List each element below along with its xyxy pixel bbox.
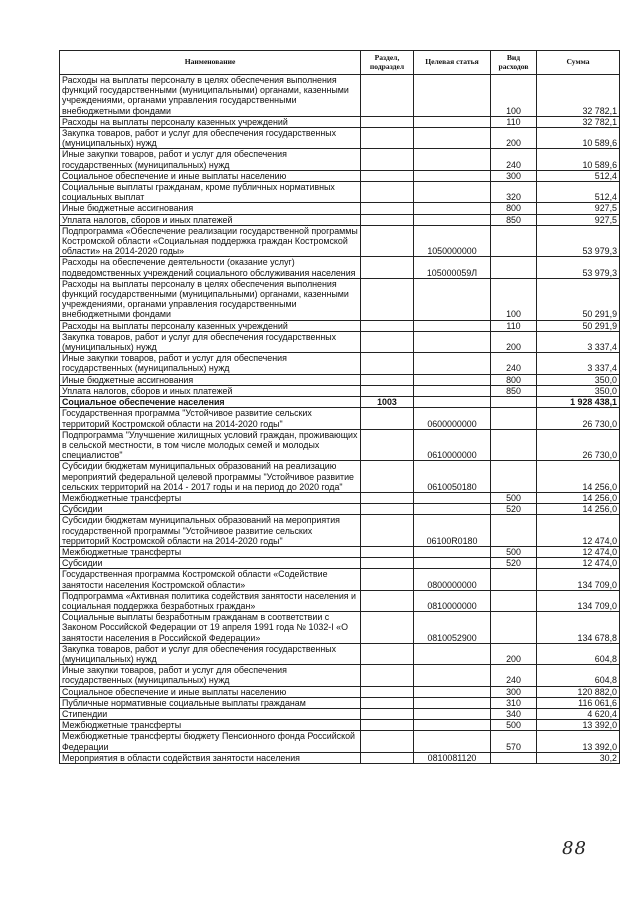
row-exp-type bbox=[491, 515, 537, 547]
row-section bbox=[361, 569, 414, 590]
row-name: Публичные нормативные социальные выплаты гражданам bbox=[60, 697, 361, 708]
header-section: Раздел, подраздел bbox=[361, 51, 414, 75]
row-name: Расходы на выплаты персоналу казенных учреждений bbox=[60, 116, 361, 127]
budget-document bbox=[59, 50, 619, 764]
row-exp-type: 500 bbox=[491, 492, 537, 503]
row-target: 0600000000 bbox=[414, 408, 491, 429]
row-name: Подпрограмма "Улучшение жилищных условий граждан, проживающих в сельской местности, в том числе молодых семей и молодых специалистов" bbox=[60, 429, 361, 461]
row-name: Расходы на обеспечение деятельности (оказание услуг) подведомственных учреждений социального обслуживания населения bbox=[60, 257, 361, 278]
row-exp-type: 200 bbox=[491, 643, 537, 664]
row-target: 0810000000 bbox=[414, 590, 491, 611]
row-section bbox=[361, 731, 414, 752]
table-row bbox=[60, 408, 620, 429]
table-row bbox=[60, 429, 620, 461]
row-target bbox=[414, 665, 491, 686]
row-section bbox=[361, 515, 414, 547]
row-section bbox=[361, 708, 414, 719]
table-row bbox=[60, 558, 620, 569]
row-amount: 13 392,0 bbox=[537, 720, 620, 731]
row-section bbox=[361, 385, 414, 396]
row-exp-type: 240 bbox=[491, 149, 537, 170]
row-section bbox=[361, 257, 414, 278]
table-row bbox=[60, 170, 620, 181]
row-exp-type: 100 bbox=[491, 75, 537, 117]
row-name: Закупка товаров, работ и услуг для обеспечения государственных (муниципальных) нужд bbox=[60, 331, 361, 352]
row-name: Межбюджетные трансферты bbox=[60, 720, 361, 731]
row-exp-type: 110 bbox=[491, 320, 537, 331]
row-target: 105000059Л bbox=[414, 257, 491, 278]
row-amount: 14 256,0 bbox=[537, 504, 620, 515]
row-amount: 604,8 bbox=[537, 665, 620, 686]
row-section bbox=[361, 612, 414, 644]
row-target bbox=[414, 278, 491, 320]
row-amount: 134 709,0 bbox=[537, 569, 620, 590]
row-target bbox=[414, 720, 491, 731]
row-amount: 350,0 bbox=[537, 374, 620, 385]
row-amount: 350,0 bbox=[537, 385, 620, 396]
table-row bbox=[60, 320, 620, 331]
row-amount: 134 678,8 bbox=[537, 612, 620, 644]
row-exp-type: 200 bbox=[491, 128, 537, 149]
table-row bbox=[60, 492, 620, 503]
row-exp-type: 240 bbox=[491, 665, 537, 686]
row-section bbox=[361, 170, 414, 181]
row-name: Закупка товаров, работ и услуг для обеспечения государственных (муниципальных) нужд bbox=[60, 128, 361, 149]
row-exp-type: 800 bbox=[491, 374, 537, 385]
row-name: Иные бюджетные ассигнования bbox=[60, 203, 361, 214]
row-amount: 3 337,4 bbox=[537, 353, 620, 374]
table-row bbox=[60, 182, 620, 203]
row-section bbox=[361, 75, 414, 117]
row-section bbox=[361, 116, 414, 127]
row-exp-type: 110 bbox=[491, 116, 537, 127]
row-amount: 10 589,6 bbox=[537, 128, 620, 149]
row-amount: 927,5 bbox=[537, 203, 620, 214]
row-exp-type: 520 bbox=[491, 558, 537, 569]
table-row bbox=[60, 752, 620, 763]
row-name: Субсидии bbox=[60, 504, 361, 515]
row-name: Социальное обеспечение и иные выплаты населению bbox=[60, 170, 361, 181]
row-name: Межбюджетные трансферты bbox=[60, 492, 361, 503]
row-amount: 512,4 bbox=[537, 182, 620, 203]
row-name: Уплата налогов, сборов и иных платежей bbox=[60, 385, 361, 396]
row-exp-type bbox=[491, 752, 537, 763]
row-name: Субсидии бюджетам муниципальных образований на мероприятия государственной программы "Устойчивое развитие сельских территорий Костромской области на 2014-2020 годы" bbox=[60, 515, 361, 547]
table-row bbox=[60, 225, 620, 257]
row-amount: 32 782,1 bbox=[537, 116, 620, 127]
row-exp-type bbox=[491, 612, 537, 644]
table-row bbox=[60, 546, 620, 557]
row-exp-type: 520 bbox=[491, 504, 537, 515]
row-amount: 604,8 bbox=[537, 643, 620, 664]
row-target: 0810081120 bbox=[414, 752, 491, 763]
row-section bbox=[361, 492, 414, 503]
row-amount: 512,4 bbox=[537, 170, 620, 181]
header-amount: Сумма bbox=[537, 51, 620, 75]
row-amount: 14 256,0 bbox=[537, 492, 620, 503]
table-row bbox=[60, 214, 620, 225]
row-amount: 12 474,0 bbox=[537, 558, 620, 569]
row-target bbox=[414, 374, 491, 385]
row-section bbox=[361, 686, 414, 697]
row-exp-type: 300 bbox=[491, 170, 537, 181]
row-exp-type: 200 bbox=[491, 331, 537, 352]
row-amount: 32 782,1 bbox=[537, 75, 620, 117]
row-amount: 1 928 438,1 bbox=[537, 397, 620, 408]
row-exp-type bbox=[491, 461, 537, 493]
row-target: 06100R0180 bbox=[414, 515, 491, 547]
row-target bbox=[414, 385, 491, 396]
table-row bbox=[60, 353, 620, 374]
row-name: Уплата налогов, сборов и иных платежей bbox=[60, 214, 361, 225]
row-target bbox=[414, 214, 491, 225]
table-row bbox=[60, 665, 620, 686]
row-target bbox=[414, 697, 491, 708]
row-target bbox=[414, 331, 491, 352]
row-amount: 50 291,9 bbox=[537, 278, 620, 320]
row-name: Иные закупки товаров, работ и услуг для обеспечения государственных (муниципальных) нужд bbox=[60, 353, 361, 374]
row-name: Стипендии bbox=[60, 708, 361, 719]
header-row bbox=[60, 51, 620, 75]
row-target bbox=[414, 170, 491, 181]
row-exp-type: 320 bbox=[491, 182, 537, 203]
row-name: Закупка товаров, работ и услуг для обеспечения государственных (муниципальных) нужд bbox=[60, 643, 361, 664]
row-name: Социальные выплаты гражданам, кроме публичных нормативных социальных выплат bbox=[60, 182, 361, 203]
row-section bbox=[361, 643, 414, 664]
table-row bbox=[60, 397, 620, 408]
row-name: Иные закупки товаров, работ и услуг для обеспечения государственных (муниципальных) нужд bbox=[60, 149, 361, 170]
row-target bbox=[414, 182, 491, 203]
row-section bbox=[361, 182, 414, 203]
row-exp-type bbox=[491, 569, 537, 590]
row-section bbox=[361, 590, 414, 611]
row-exp-type: 500 bbox=[491, 546, 537, 557]
row-section bbox=[361, 429, 414, 461]
row-section bbox=[361, 408, 414, 429]
row-exp-type: 310 bbox=[491, 697, 537, 708]
row-section bbox=[361, 752, 414, 763]
row-amount: 53 979,3 bbox=[537, 257, 620, 278]
row-amount: 10 589,6 bbox=[537, 149, 620, 170]
row-name: Расходы на выплаты персоналу казенных учреждений bbox=[60, 320, 361, 331]
row-exp-type: 240 bbox=[491, 353, 537, 374]
header-name: Наименование bbox=[60, 51, 361, 75]
row-exp-type: 570 bbox=[491, 731, 537, 752]
row-target bbox=[414, 686, 491, 697]
table-row bbox=[60, 686, 620, 697]
table-row bbox=[60, 569, 620, 590]
row-exp-type bbox=[491, 397, 537, 408]
table-row bbox=[60, 149, 620, 170]
row-section bbox=[361, 203, 414, 214]
row-exp-type bbox=[491, 225, 537, 257]
row-section bbox=[361, 149, 414, 170]
row-name: Государственная программа "Устойчивое развитие сельских территорий Костромской области на 2014-2020 годы" bbox=[60, 408, 361, 429]
table-row bbox=[60, 697, 620, 708]
row-amount: 134 709,0 bbox=[537, 590, 620, 611]
table-row bbox=[60, 75, 620, 117]
row-target bbox=[414, 731, 491, 752]
row-amount: 3 337,4 bbox=[537, 331, 620, 352]
table-row bbox=[60, 385, 620, 396]
row-section bbox=[361, 353, 414, 374]
row-exp-type: 100 bbox=[491, 278, 537, 320]
row-exp-type: 340 bbox=[491, 708, 537, 719]
row-target: 0800000000 bbox=[414, 569, 491, 590]
header-exp-type: Вид расходов bbox=[491, 51, 537, 75]
page-number-handwritten: 88 bbox=[562, 838, 587, 859]
table-row bbox=[60, 643, 620, 664]
table-row bbox=[60, 612, 620, 644]
row-section bbox=[361, 214, 414, 225]
row-exp-type: 800 bbox=[491, 203, 537, 214]
row-target bbox=[414, 320, 491, 331]
table-row bbox=[60, 116, 620, 127]
table-row bbox=[60, 128, 620, 149]
row-section bbox=[361, 374, 414, 385]
table-row bbox=[60, 278, 620, 320]
row-target bbox=[414, 353, 491, 374]
row-name: Социальные выплаты безработным гражданам в соответствии с Законом Российской Федерации от 19 апреля 1991 года № 1032-I «О занятости населения в Российской Федерации» bbox=[60, 612, 361, 644]
row-amount: 12 474,0 bbox=[537, 515, 620, 547]
row-section bbox=[361, 697, 414, 708]
row-target bbox=[414, 492, 491, 503]
row-name: Мероприятия в области содействия занятости населения bbox=[60, 752, 361, 763]
row-target bbox=[414, 558, 491, 569]
table-body bbox=[60, 75, 620, 764]
row-target: 1050000000 bbox=[414, 225, 491, 257]
row-target bbox=[414, 149, 491, 170]
row-amount: 13 392,0 bbox=[537, 731, 620, 752]
row-name: Иные бюджетные ассигнования bbox=[60, 374, 361, 385]
row-target bbox=[414, 504, 491, 515]
table-row bbox=[60, 504, 620, 515]
row-exp-type bbox=[491, 429, 537, 461]
row-section: 1003 bbox=[361, 397, 414, 408]
table-row bbox=[60, 203, 620, 214]
row-name: Субсидии bbox=[60, 558, 361, 569]
row-section bbox=[361, 331, 414, 352]
row-amount: 53 979,3 bbox=[537, 225, 620, 257]
row-amount: 30,2 bbox=[537, 752, 620, 763]
row-name: Социальное обеспечение и иные выплаты населению bbox=[60, 686, 361, 697]
row-name: Государственная программа Костромской области «Содействие занятости населения Костромской области» bbox=[60, 569, 361, 590]
row-section bbox=[361, 558, 414, 569]
row-name: Межбюджетные трансферты бюджету Пенсионного фонда Российской Федерации bbox=[60, 731, 361, 752]
row-section bbox=[361, 278, 414, 320]
row-target bbox=[414, 708, 491, 719]
row-amount: 116 061,6 bbox=[537, 697, 620, 708]
row-amount: 4 620,4 bbox=[537, 708, 620, 719]
row-target bbox=[414, 128, 491, 149]
row-name: Социальное обеспечение населения bbox=[60, 397, 361, 408]
row-amount: 50 291,9 bbox=[537, 320, 620, 331]
table-row bbox=[60, 590, 620, 611]
row-section bbox=[361, 546, 414, 557]
row-section bbox=[361, 504, 414, 515]
row-section bbox=[361, 665, 414, 686]
row-amount: 927,5 bbox=[537, 214, 620, 225]
row-exp-type bbox=[491, 408, 537, 429]
row-name: Подпрограмма «Активная политика содействия занятости населения и социальная поддержка безработных граждан» bbox=[60, 590, 361, 611]
row-exp-type: 850 bbox=[491, 214, 537, 225]
row-target bbox=[414, 75, 491, 117]
row-section bbox=[361, 461, 414, 493]
table-row bbox=[60, 374, 620, 385]
table-row bbox=[60, 257, 620, 278]
row-name: Расходы на выплаты персоналу в целях обеспечения выполнения функций государственными (муниципальными) органами, казенными учреждениями, органами управления государственными внебюджетными фондами bbox=[60, 75, 361, 117]
header-target: Целевая статья bbox=[414, 51, 491, 75]
row-name: Субсидии бюджетам муниципальных образований на реализацию мероприятий федеральной целевой программы "Устойчивое развитие сельских территорий на 2014 - 2017 годы и на период до 2020 года" bbox=[60, 461, 361, 493]
row-target bbox=[414, 116, 491, 127]
row-target bbox=[414, 643, 491, 664]
row-exp-type: 850 bbox=[491, 385, 537, 396]
row-name: Иные закупки товаров, работ и услуг для обеспечения государственных (муниципальных) нужд bbox=[60, 665, 361, 686]
row-target bbox=[414, 203, 491, 214]
row-exp-type: 500 bbox=[491, 720, 537, 731]
table-row bbox=[60, 515, 620, 547]
row-name: Подпрограмма «Обеспечение реализации государственной программы Костромской области «Социальная поддержка граждан Костромской области» на 2014-2020 годы» bbox=[60, 225, 361, 257]
budget-table bbox=[59, 50, 620, 764]
row-target bbox=[414, 397, 491, 408]
row-section bbox=[361, 720, 414, 731]
row-target bbox=[414, 546, 491, 557]
table-row bbox=[60, 720, 620, 731]
row-amount: 120 882,0 bbox=[537, 686, 620, 697]
row-section bbox=[361, 320, 414, 331]
row-target: 0610000000 bbox=[414, 429, 491, 461]
row-amount: 26 730,0 bbox=[537, 408, 620, 429]
row-exp-type bbox=[491, 590, 537, 611]
row-exp-type: 300 bbox=[491, 686, 537, 697]
table-row bbox=[60, 708, 620, 719]
row-name: Межбюджетные трансферты bbox=[60, 546, 361, 557]
row-section bbox=[361, 225, 414, 257]
row-amount: 14 256,0 bbox=[537, 461, 620, 493]
row-section bbox=[361, 128, 414, 149]
row-amount: 26 730,0 bbox=[537, 429, 620, 461]
row-name: Расходы на выплаты персоналу в целях обеспечения выполнения функций государственными (муниципальными) органами, казенными учреждениями, органами управления государственными внебюджетными фондами bbox=[60, 278, 361, 320]
table-row bbox=[60, 331, 620, 352]
table-row bbox=[60, 731, 620, 752]
row-target: 0610050180 bbox=[414, 461, 491, 493]
row-amount: 12 474,0 bbox=[537, 546, 620, 557]
row-exp-type bbox=[491, 257, 537, 278]
row-target: 0810052900 bbox=[414, 612, 491, 644]
table-row bbox=[60, 461, 620, 493]
